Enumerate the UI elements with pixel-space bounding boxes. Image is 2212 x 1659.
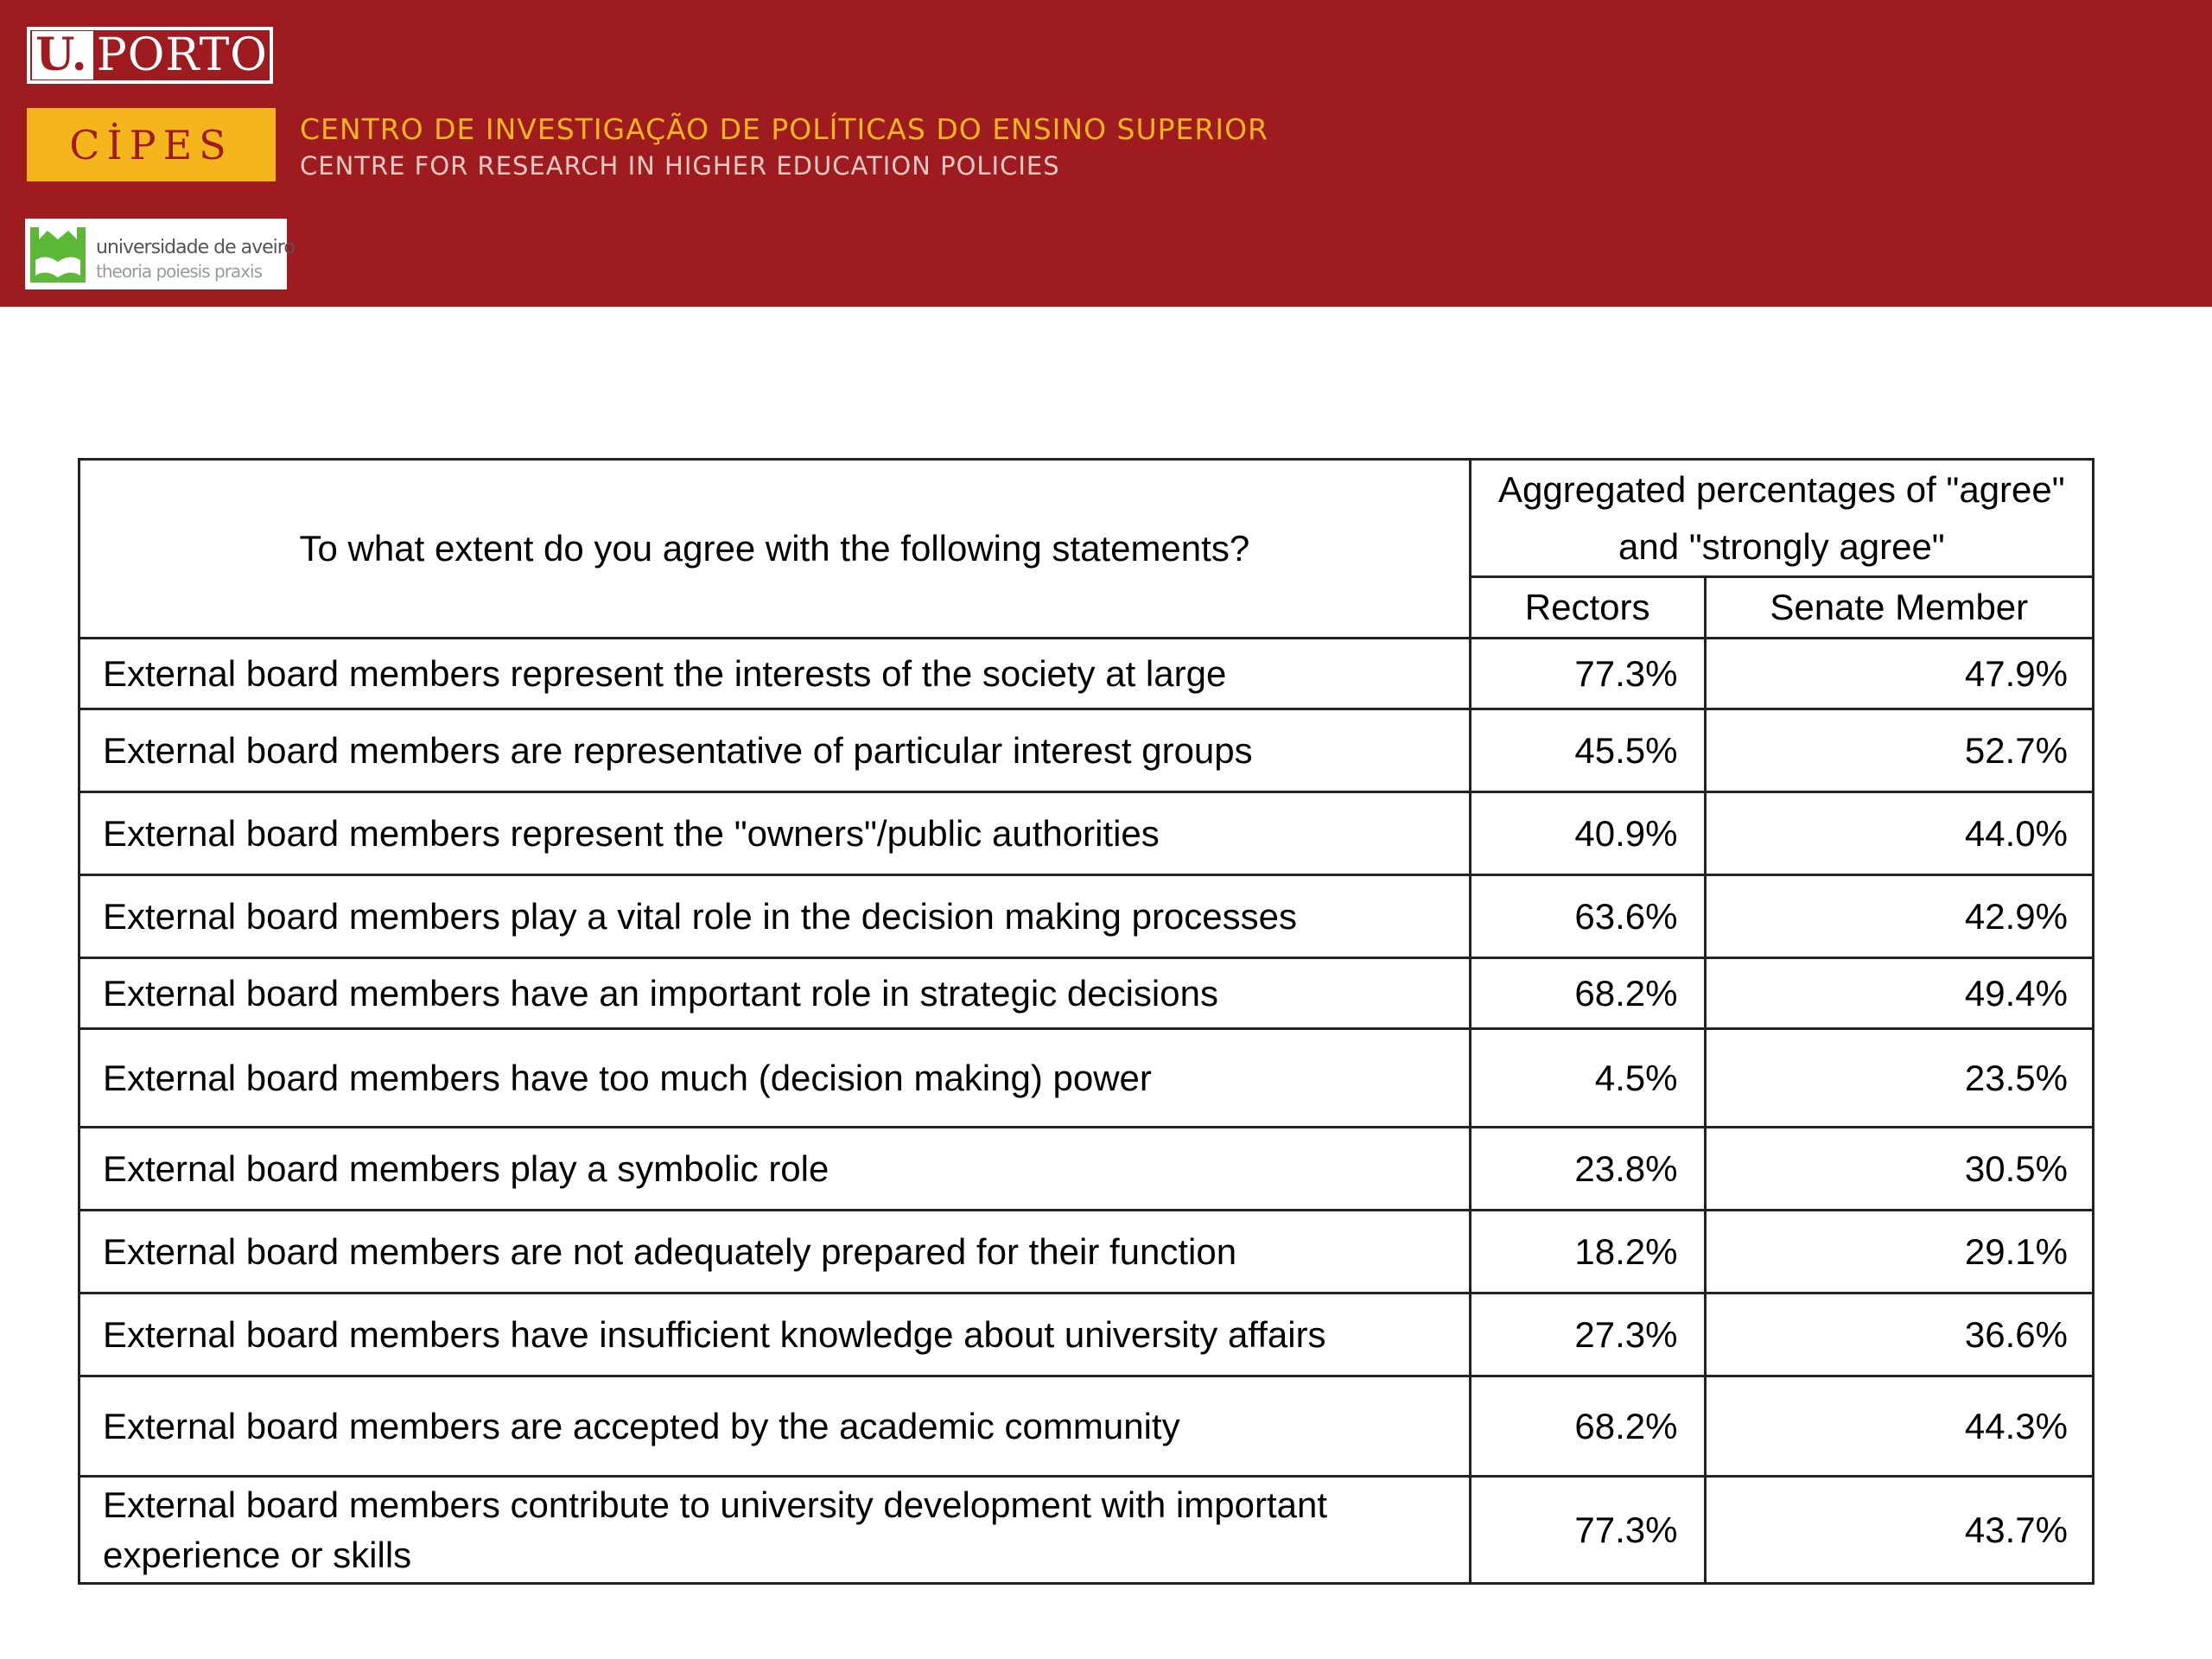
- statement-cell: External board members contribute to university development with important experience or skills: [79, 1477, 1471, 1584]
- column-header-senate: Senate Member: [1705, 577, 2094, 639]
- table-row: [79, 1376, 2094, 1477]
- uporto-logo-name: PORTO: [96, 29, 268, 81]
- table-row: [79, 639, 2094, 709]
- table-row: [79, 1128, 2094, 1211]
- aveiro-name: universidade de aveiro: [96, 237, 295, 258]
- senate-value: 44.3%: [1705, 1376, 2094, 1477]
- statement-cell: External board members represent the interests of the society at large: [79, 639, 1471, 709]
- statement-cell: External board members represent the "owners"/public authorities: [79, 792, 1471, 875]
- rectors-value: 40.9%: [1470, 792, 1705, 875]
- cipes-name-portuguese: CENTRO DE INVESTIGAÇÃO DE POLÍTICAS DO ENSINO SUPERIOR: [300, 112, 1268, 146]
- rectors-value: 23.8%: [1470, 1128, 1705, 1211]
- rectors-value: 77.3%: [1470, 639, 1705, 709]
- rectors-value: 68.2%: [1470, 1376, 1705, 1477]
- senate-value: 47.9%: [1705, 639, 2094, 709]
- senate-value: 23.5%: [1705, 1029, 2094, 1128]
- rectors-value: 45.5%: [1470, 709, 1705, 792]
- survey-results-table: [78, 458, 2094, 1585]
- senate-value: 52.7%: [1705, 709, 2094, 792]
- uporto-logo-u: U.: [32, 31, 93, 79]
- cipes-logo: CİPES: [27, 108, 276, 181]
- senate-value: 29.1%: [1705, 1211, 2094, 1294]
- senate-value: 44.0%: [1705, 792, 2094, 875]
- column-header-rectors: Rectors: [1470, 577, 1705, 639]
- statement-cell: External board members play a vital role in the decision making processes: [79, 875, 1471, 958]
- rectors-value: 27.3%: [1470, 1294, 1705, 1376]
- table-row: [79, 709, 2094, 792]
- aveiro-logo: [25, 219, 295, 289]
- table-row: [79, 792, 2094, 875]
- question-header: To what extent do you agree with the following statements?: [79, 460, 1471, 639]
- table-row: [79, 1477, 2094, 1584]
- table-row: [79, 875, 2094, 958]
- header-banner: [0, 0, 2212, 307]
- statement-cell: External board members have an important role in strategic decisions: [79, 958, 1471, 1029]
- table-row: [79, 958, 2094, 1029]
- statement-cell: External board members have insufficient knowledge about university affairs: [79, 1294, 1471, 1376]
- aveiro-motto: theoria poiesis praxis: [96, 261, 262, 282]
- uporto-logo: [27, 27, 273, 84]
- table-row: [79, 1294, 2094, 1376]
- rectors-value: 18.2%: [1470, 1211, 1705, 1294]
- statement-cell: External board members are accepted by the academic community: [79, 1376, 1471, 1477]
- rectors-value: 68.2%: [1470, 958, 1705, 1029]
- senate-value: 42.9%: [1705, 875, 2094, 958]
- table-row: [79, 1029, 2094, 1128]
- rectors-value: 4.5%: [1470, 1029, 1705, 1128]
- aggregate-header: Aggregated percentages of "agree" and "strongly agree": [1470, 460, 2093, 577]
- senate-value: 43.7%: [1705, 1477, 2094, 1584]
- statement-cell: External board members are not adequately prepared for their function: [79, 1211, 1471, 1294]
- cipes-name-english: CENTRE FOR RESEARCH IN HIGHER EDUCATION POLICIES: [300, 151, 1060, 181]
- senate-value: 30.5%: [1705, 1128, 2094, 1211]
- rectors-value: 63.6%: [1470, 875, 1705, 958]
- senate-value: 36.6%: [1705, 1294, 2094, 1376]
- statement-cell: External board members play a symbolic role: [79, 1128, 1471, 1211]
- senate-value: 49.4%: [1705, 958, 2094, 1029]
- rectors-value: 77.3%: [1470, 1477, 1705, 1584]
- statement-cell: External board members have too much (decision making) power: [79, 1029, 1471, 1128]
- table-row: [79, 1211, 2094, 1294]
- statement-cell: External board members are representative of particular interest groups: [79, 709, 1471, 792]
- aveiro-emblem-icon: [27, 222, 89, 286]
